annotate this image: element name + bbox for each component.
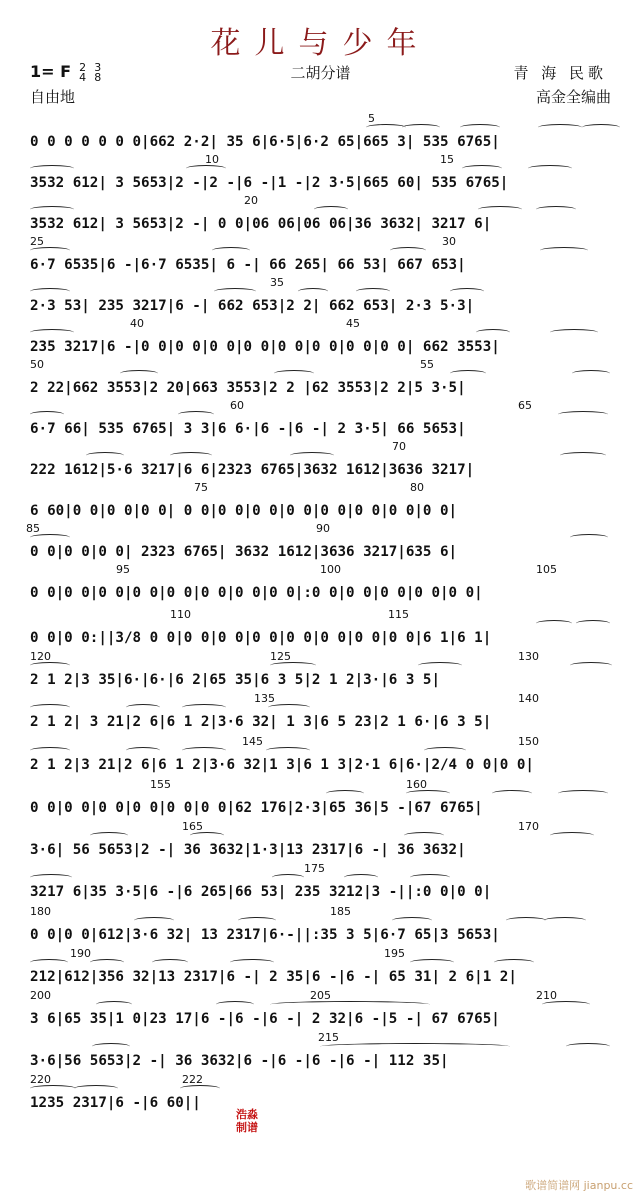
score-row <box>30 317 614 357</box>
slur-mark <box>30 662 70 669</box>
measure-number: 210 <box>536 989 557 1002</box>
slur-mark <box>560 452 606 459</box>
slur-mark <box>550 832 594 839</box>
slur-mark <box>30 165 74 172</box>
key-label: 1= F <box>30 62 72 81</box>
slur-mark <box>366 124 406 131</box>
measure-number: 135 <box>254 692 275 705</box>
measure-number: 200 <box>30 989 51 1002</box>
slur-mark <box>478 206 522 213</box>
measure-number: 70 <box>392 440 406 453</box>
slur-mark <box>320 1043 510 1050</box>
measure-number: 40 <box>130 317 144 330</box>
score-row <box>30 153 614 193</box>
slur-mark <box>152 959 188 966</box>
slur-mark <box>356 288 390 295</box>
slur-mark <box>558 411 608 418</box>
transcriber-credit <box>236 1108 258 1134</box>
measure-number: 10 <box>205 153 219 166</box>
slur-mark <box>550 329 598 336</box>
song-origin: 青 海 民歌 <box>513 64 607 82</box>
measure-number: 25 <box>30 235 44 248</box>
measure-number: 120 <box>30 650 51 663</box>
measure-number: 100 <box>320 563 341 576</box>
notation-line: 2 1 2| 3 21|2 6|6 1 2|3·6 32| 1 3|6 5 23|2 1 6·|6 3 5| <box>30 714 492 730</box>
slur-mark <box>86 452 124 459</box>
slur-mark <box>230 959 274 966</box>
measure-number: 222 <box>182 1073 203 1086</box>
notation-line: 6 60|0 0|0 0|0 0| 0 0|0 0|0 0|0 0|0 0|0 0|0 0|0 0| <box>30 503 458 519</box>
slur-mark <box>30 247 70 254</box>
slur-mark <box>402 124 440 131</box>
slur-mark <box>90 832 128 839</box>
meter-a-den: 4 <box>79 70 87 84</box>
measure-number: 90 <box>316 522 330 535</box>
measure-number: 35 <box>270 276 284 289</box>
notation-line: 2 1 2|3 21|2 6|6 1 2|3·6 32|1 3|6 1 3|2·1 6|6·|2/4 0 0|0 0| <box>30 757 534 773</box>
slur-mark <box>536 620 572 627</box>
measure-number: 30 <box>442 235 456 248</box>
slur-mark <box>290 452 334 459</box>
slur-mark <box>576 620 610 627</box>
slur-mark <box>126 704 160 711</box>
slur-mark <box>30 288 70 295</box>
score-row <box>30 735 614 775</box>
credit-line-1: 浩淼 <box>236 1108 258 1121</box>
measure-number: 85 <box>26 522 40 535</box>
score-row <box>30 112 614 152</box>
meter-b-den: 8 <box>94 70 102 84</box>
slur-mark <box>540 247 588 254</box>
slur-mark <box>582 124 620 131</box>
slur-mark <box>186 165 226 172</box>
score-row <box>30 905 614 945</box>
slur-mark <box>90 959 124 966</box>
slur-mark <box>506 917 546 924</box>
slur-mark <box>120 370 158 377</box>
notation-line: 2 22|662 3553|2 20|663 3553|2 2 |62 3553|2 2|5 3·5| <box>30 380 466 396</box>
slur-mark <box>30 747 70 754</box>
measure-number: 115 <box>388 608 409 621</box>
slur-mark <box>570 662 612 669</box>
measure-number: 170 <box>518 820 539 833</box>
measure-number: 125 <box>270 650 291 663</box>
slur-mark <box>528 165 572 172</box>
slur-mark <box>266 747 310 754</box>
score-row <box>30 399 614 439</box>
slur-mark <box>450 370 486 377</box>
slur-mark <box>216 1001 254 1008</box>
measure-number: 140 <box>518 692 539 705</box>
slur-mark <box>558 790 608 797</box>
measure-number: 180 <box>30 905 51 918</box>
score-row <box>30 692 614 732</box>
meter-b-num: 3 <box>94 60 102 74</box>
measure-number: 190 <box>70 947 91 960</box>
slur-mark <box>30 206 74 213</box>
slur-mark <box>96 1001 132 1008</box>
slur-mark <box>542 1001 590 1008</box>
measure-number: 80 <box>410 481 424 494</box>
slur-mark <box>450 288 484 295</box>
slur-mark <box>268 704 310 711</box>
slur-mark <box>126 747 160 754</box>
part-subtitle: 二胡分谱 <box>290 64 351 82</box>
slur-mark <box>298 288 328 295</box>
slur-mark <box>30 1085 76 1092</box>
slur-mark <box>566 1043 610 1050</box>
measure-number: 50 <box>30 358 44 371</box>
measure-number: 220 <box>30 1073 51 1086</box>
notation-line: 2·3 53| 235 3217|6 -| 662 653|2 2| 662 653| 2·3 5·3| <box>30 298 475 314</box>
score-row <box>30 235 614 275</box>
notation-line: 3 6|65 35|1 0|23 17|6 -|6 -|6 -| 2 32|6 -|5 -| 67 6765| <box>30 1011 500 1027</box>
notation-line: 0 0|0 0|0 0| 2323 6765| 3632 1612|3636 3217|635 6| <box>30 544 458 560</box>
slur-mark <box>30 874 72 881</box>
slur-mark <box>30 704 70 711</box>
score-row <box>30 1031 614 1071</box>
slur-mark <box>492 790 532 797</box>
slur-mark <box>326 790 364 797</box>
notation-line: 3·6| 56 5653|2 -| 36 3632|1·3|13 2317|6 -| 36 3632| <box>30 842 466 858</box>
slur-mark <box>536 206 576 213</box>
slur-mark <box>182 747 226 754</box>
score-row <box>26 522 614 562</box>
slur-mark <box>390 247 426 254</box>
slur-mark <box>538 124 582 131</box>
notation-line: 0 0 0 0 0 0 0|662 2·2| 35 6|6·5|6·2 65|665 3| 535 6765| <box>30 134 500 150</box>
measure-number: 145 <box>242 735 263 748</box>
slur-mark <box>314 206 348 213</box>
measure-number: 110 <box>170 608 191 621</box>
measure-number: 205 <box>310 989 331 1002</box>
slur-mark <box>214 288 256 295</box>
slur-mark <box>212 247 250 254</box>
notation-line: 6·7 66| 535 6765| 3 3|6 6·|6 -|6 -| 2 3·5| 66 5653| <box>30 421 466 437</box>
notation-line: 3·6|56 5653|2 -| 36 3632|6 -|6 -|6 -|6 -| 112 35| <box>30 1053 449 1069</box>
score-row <box>30 608 614 648</box>
measure-number: 20 <box>244 194 258 207</box>
measure-number: 95 <box>116 563 130 576</box>
slur-mark <box>190 832 224 839</box>
measure-number: 165 <box>182 820 203 833</box>
slur-mark <box>30 411 64 418</box>
measure-number: 60 <box>230 399 244 412</box>
score-row <box>30 481 614 521</box>
notation-line: 212|612|356 32|13 2317|6 -| 2 35|6 -|6 -| 65 31| 2 6|1 2| <box>30 969 517 985</box>
score-row <box>30 989 614 1029</box>
score-row <box>30 862 614 902</box>
slur-mark <box>410 959 454 966</box>
notation-line: 3217 6|35 3·5|6 -|6 265|66 53| 235 3212|3 -||:0 0|0 0| <box>30 884 492 900</box>
slur-mark <box>170 452 212 459</box>
slur-mark <box>424 747 466 754</box>
slur-mark <box>270 1001 430 1008</box>
slur-mark <box>462 165 502 172</box>
measure-number: 15 <box>440 153 454 166</box>
slur-mark <box>180 1085 220 1092</box>
measure-number: 185 <box>330 905 351 918</box>
tempo-marking: 自由地 <box>30 88 76 106</box>
notation-line: 6·7 6535|6 -|6·7 6535| 6 -| 66 265| 66 53| 667 653| <box>30 257 466 273</box>
measure-number: 150 <box>518 735 539 748</box>
measure-number: 195 <box>384 947 405 960</box>
score-row <box>30 440 614 480</box>
measure-number: 175 <box>304 862 325 875</box>
slur-mark <box>418 662 462 669</box>
slur-mark <box>392 917 432 924</box>
slur-mark <box>544 917 586 924</box>
notation-line: 1235 2317|6 -|6 60|| <box>30 1095 201 1111</box>
measure-number: 155 <box>150 778 171 791</box>
arranger-credit: 高金全编曲 <box>535 88 611 106</box>
slur-mark <box>570 534 608 541</box>
slur-mark <box>406 790 450 797</box>
score-row <box>30 820 614 860</box>
score-row <box>30 1073 614 1113</box>
slur-mark <box>178 411 214 418</box>
notation-line: 2 1 2|3 35|6·|6·|6 2|65 35|6 3 5|2 1 2|3·|6 3 5| <box>30 672 440 688</box>
slur-mark <box>238 917 276 924</box>
site-watermark: 歌谱简谱网 jianpu.cc <box>525 1179 633 1192</box>
measure-number: 160 <box>406 778 427 791</box>
score-row <box>30 276 614 316</box>
notation-line: 3532 612| 3 5653|2 -|2 -|6 -|1 -|2 3·5|665 60| 535 6765| <box>30 175 509 191</box>
measure-number: 5 <box>368 112 375 125</box>
notation-line: 3532 612| 3 5653|2 -| 0 0|06 06|06 06|36 3632| 3217 6| <box>30 216 492 232</box>
slur-mark <box>272 874 304 881</box>
slur-mark <box>270 662 316 669</box>
score-row <box>30 358 614 398</box>
meter-a-num: 2 <box>79 60 87 74</box>
score-row <box>30 563 614 603</box>
song-title: 花儿与少年 <box>210 26 431 61</box>
measure-number: 105 <box>536 563 557 576</box>
notation-line: 0 0|0 0|0 0|0 0|0 0|0 0|62 176|2·3|65 36|5 -|67 6765| <box>30 800 483 816</box>
slur-mark <box>92 1043 130 1050</box>
slur-mark <box>182 704 226 711</box>
measure-number: 215 <box>318 1031 339 1044</box>
slur-mark <box>274 370 314 377</box>
slur-mark <box>404 832 444 839</box>
slur-mark <box>494 959 534 966</box>
measure-number: 130 <box>518 650 539 663</box>
measure-number: 65 <box>518 399 532 412</box>
score-row <box>30 947 614 987</box>
score-row <box>30 650 614 690</box>
notation-line: 222 1612|5·6 3217|6 6|2323 6765|3632 1612|3636 3217| <box>30 462 475 478</box>
notation-line: 235 3217|6 -|0 0|0 0|0 0|0 0|0 0|0 0|0 0|0 0| 662 3553| <box>30 339 500 355</box>
slur-mark <box>30 534 70 541</box>
measure-number: 55 <box>420 358 434 371</box>
slur-mark <box>30 329 74 336</box>
credit-line-2: 制谱 <box>236 1121 258 1134</box>
slur-mark <box>410 874 450 881</box>
notation-line: 0 0|0 0|612|3·6 32| 13 2317|6·-||:35 3 5|6·7 65|3 5653| <box>30 927 500 943</box>
notation-line: 0 0|0 0:||3/8 0 0|0 0|0 0|0 0|0 0|0 0|0 0|0 0|6 1|6 1| <box>30 630 492 646</box>
slur-mark <box>572 370 610 377</box>
score-row <box>30 778 614 818</box>
slur-mark <box>460 124 500 131</box>
slur-mark <box>30 959 68 966</box>
notation-line: 0 0|0 0|0 0|0 0|0 0|0 0|0 0|0 0|:0 0|0 0|0 0|0 0|0 0| <box>30 585 483 601</box>
measure-number: 45 <box>346 317 360 330</box>
slur-mark <box>344 874 378 881</box>
slur-mark <box>134 917 174 924</box>
score-row <box>30 194 614 234</box>
slur-mark <box>476 329 510 336</box>
slur-mark <box>74 1085 118 1092</box>
measure-number: 75 <box>194 481 208 494</box>
